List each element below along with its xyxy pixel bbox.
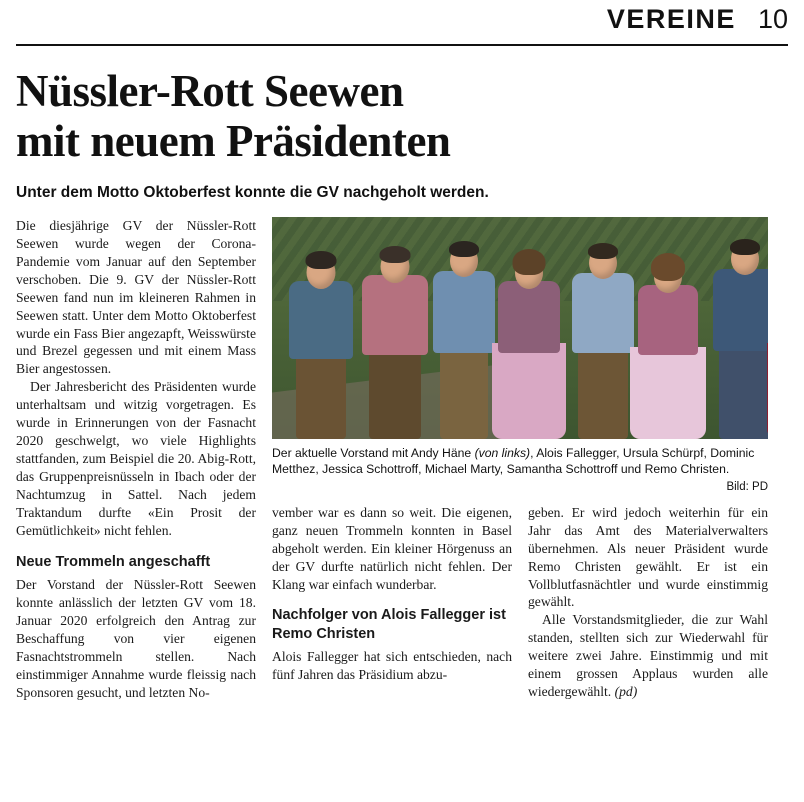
column-two bbox=[272, 504, 512, 702]
photo-person-torso bbox=[498, 281, 560, 353]
article-body bbox=[16, 217, 788, 702]
col3-paragraph-1: geben. Er wird jedoch weiterhin für ein Jahr das Amt des Materialverwalters übernehmen. Als neuer Präsident wurde Remo Christen gewählt. Er ist ein Vollblutfasnächtler und wurde einstimmig gewählt. bbox=[528, 504, 768, 610]
masthead bbox=[16, 0, 788, 44]
photo-person-torso bbox=[713, 269, 768, 351]
headline-line-1: Nüssler-Rott Seewen bbox=[16, 66, 404, 116]
photo-person-4 bbox=[486, 249, 572, 439]
photo-credit: Bild: PD bbox=[726, 481, 768, 494]
col1-subheading: Neue Trommeln angeschafft bbox=[16, 553, 211, 570]
photo-person-legs bbox=[719, 343, 768, 439]
masthead-rule bbox=[16, 44, 788, 46]
photo-person-8 bbox=[762, 257, 768, 439]
photo-person-torso bbox=[362, 275, 428, 355]
page-number: 10 bbox=[757, 4, 788, 34]
photo-person-hair bbox=[651, 253, 685, 281]
photo-person-torso bbox=[289, 281, 353, 359]
photo-person-2 bbox=[356, 237, 434, 439]
article-headline bbox=[16, 66, 788, 167]
photo-person-hair bbox=[588, 243, 618, 259]
photo-person-hair bbox=[380, 246, 411, 263]
caption-direction-note: (von links) bbox=[474, 445, 531, 460]
col2-paragraph-2: Alois Fallegger hat sich entschieden, nach fünf Jahren das Präsidium abzu- bbox=[272, 648, 512, 682]
photo-person-6 bbox=[624, 253, 712, 439]
column-three bbox=[528, 504, 768, 702]
article-byline: (pd) bbox=[614, 684, 638, 700]
photo-person-hair bbox=[513, 249, 546, 275]
col1-paragraph-1: Die diesjährige GV der Nüssler-Rott Seewen wurde wegen der Corona-Pandemie vom Januar auf den September verschoben. Die 9. GV der Nüssler-Rott Seewen fand nun im kleineren Rahmen in Seewen statt. Unter dem Motto Oktoberfest wurde ein Fass Bier angezapft, Weisswürste und Brezel gegessen und mit einem Mass Bier angestossen. bbox=[16, 217, 256, 377]
photo-person-7 bbox=[704, 231, 768, 439]
section-title: VEREINE bbox=[606, 4, 736, 34]
photo-person-legs bbox=[767, 343, 768, 439]
photo-person-torso bbox=[638, 285, 698, 355]
photo-block bbox=[272, 217, 768, 494]
photo-person-legs bbox=[578, 343, 628, 439]
headline-line-2: mit neuem Präsidenten bbox=[16, 116, 451, 167]
photo-person-legs bbox=[369, 343, 421, 439]
photo-person-hair bbox=[730, 239, 760, 255]
article-photo bbox=[272, 217, 768, 439]
photo-person-legs bbox=[296, 347, 346, 439]
col3-paragraph-2 bbox=[528, 611, 768, 701]
photo-person-hair bbox=[449, 241, 479, 257]
col2-subheading: Nachfolger von Alois Fallegger ist Remo Christen bbox=[272, 607, 506, 642]
photo-caption bbox=[272, 445, 768, 477]
column-one bbox=[16, 217, 256, 702]
article-subhead: Unter dem Motto Oktoberfest konnte die GV nachgeholt werden. bbox=[16, 183, 489, 201]
caption-lead: Der aktuelle Vorstand mit Andy Häne bbox=[272, 445, 472, 460]
photo-person-legs bbox=[440, 343, 488, 439]
col3-paragraph-2-text: Alle Vorstandsmitglieder, die zur Wahl standen, stellten sich zur Wiederwahl für weitere zwei Jahre. Einstimmig und mit einem grossen Applaus wurden alle wiedergewählt. bbox=[528, 612, 768, 700]
photo-person-1 bbox=[282, 243, 360, 439]
col1-paragraph-3: Der Vorstand der Nüssler-Rott Seewen konnte anlässlich der letzten GV vom 18. Januar 2020 erfolgreich den Antrag zur Beschaffung von vier eigenen Fasnachtstrommeln stellen. Nach einstimmiger Annahme wurde fleissig nach Sponsoren gesucht, und letzten No- bbox=[16, 576, 256, 700]
photo-person-hair bbox=[306, 251, 337, 269]
caption-rest: , Alois Fallegger, Ursula Schürpf, Dominic Metthez, Jessica Schottroff, Michael Marty, Samantha Schottroff und Remo Christen. bbox=[272, 445, 755, 477]
col2-paragraph-1: vember war es dann so weit. Die eigenen, ganz neuen Trommeln konnten in Basel abgeholt werden. Ein kleiner Hörgenuss an der GV durfte natürlich nicht fehlen. Der Klang war einfach wunderbar. bbox=[272, 504, 512, 592]
photo-person-legs bbox=[492, 343, 566, 439]
col1-paragraph-2: Der Jahresbericht des Präsidenten wurde unterhaltsam und witzig vorgetragen. Es wurde in Erinnerungen von der Fasnacht 2020 geschwelgt, wo viele Highlights stattfanden, zum Beispiel die 20. Abig-Rott, das Gruppenpreisnüsseln in Ibach oder der Nachtumzug in Sattel. Nach jedem Traktandum durfte «Ein Prosit der Gemütlichkeit» nicht fehlen. bbox=[16, 379, 256, 538]
photo-person-legs bbox=[630, 347, 706, 439]
